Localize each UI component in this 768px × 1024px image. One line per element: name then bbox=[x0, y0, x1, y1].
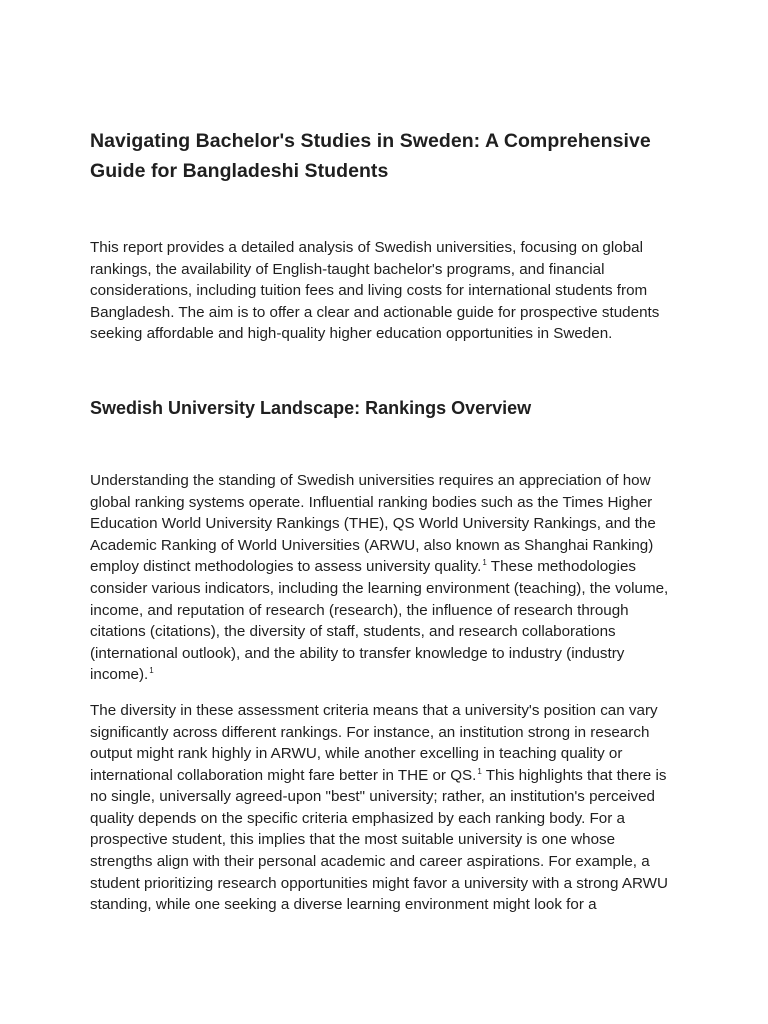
section-heading: Swedish University Landscape: Rankings Overview bbox=[90, 397, 532, 418]
paragraph-text: The diversity in these assessment criteria means that a university's position can vary significantly across different rankings. For instance, an institution strong in research output might rank highly in ARWU, while another excelling in teaching quality or international collaboration might fare better in THE or QS. bbox=[90, 701, 658, 784]
citation-marker[interactable]: 1 bbox=[149, 666, 154, 676]
paragraph-text: Understanding the standing of Swedish universities requires an appreciation of how global ranking systems operate. Influential ranking bodies such as the Times Higher Education World University Rankings (THE), QS World University Rankings, and the Academic Ranking of World Universities (ARWU, also known as Shanghai Ranking) employ distinct methodologies to assess university quality. bbox=[90, 471, 656, 576]
paragraph-text: These methodologies consider various indicators, including the learning environment (teaching), the volume, income, and reputation of research (research), the influence of research through citations (citations), the diversity of staff, students, and research collaborations (international outlook), and the ability to transfer knowledge to industry (industry income). bbox=[90, 558, 669, 684]
document-title: Navigating Bachelor's Studies in Sweden: A Comprehensive Guide for Bangladeshi Students bbox=[90, 130, 651, 182]
paragraph-text: This highlights that there is no single, universally agreed-upon "best" university; rather, an institution's perceived quality depends on the specific criteria emphasized by each ranking body. For a prospective student, this implies that the most suitable university is one whose strengths align with their personal academic and career aspirations. For example, a student prioritizing research opportunities might favor a university with a strong ARWU standing, while one seeking a diverse learning environment might look for a bbox=[90, 766, 668, 914]
body-paragraph-2 bbox=[90, 700, 680, 916]
intro-paragraph: This report provides a detailed analysis of Swedish universities, focusing on global rankings, the availability of English-taught bachelor's programs, and financial considerations, including tuition fees and living costs for international students from Bangladesh. The aim is to offer a clear and actionable guide for prospective students seeking affordable and high-quality higher education opportunities in Sweden. bbox=[90, 239, 660, 343]
body-paragraph-1 bbox=[90, 470, 680, 686]
citation-marker[interactable]: 1 bbox=[477, 766, 482, 776]
citation-marker[interactable]: 1 bbox=[482, 558, 487, 568]
